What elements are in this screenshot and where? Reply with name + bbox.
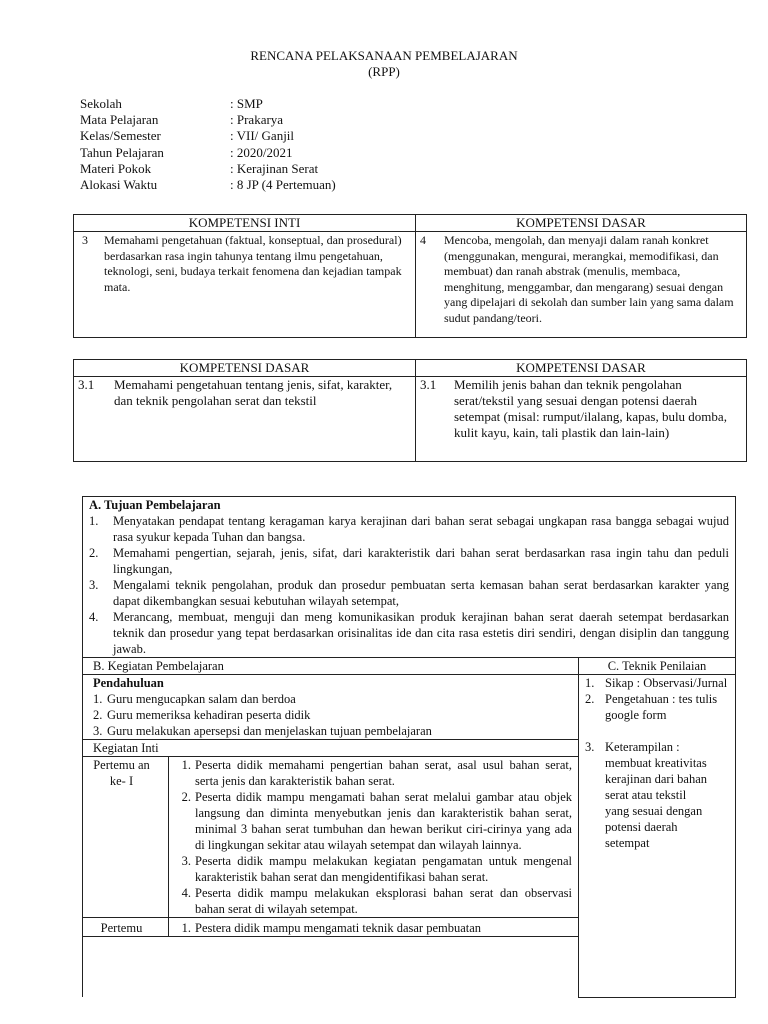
list-number: 1. [89, 514, 99, 528]
kd-left-header: KOMPETENSI DASAR [74, 360, 416, 377]
identity-label: Materi Pokok [80, 160, 152, 176]
list-number: 2. [585, 692, 595, 706]
list-item [585, 691, 731, 723]
pendahuluan-section [83, 675, 579, 740]
kd-left-text: Memahami pengetahuan tentang jenis, sifat, karakter, dan teknik pengolahan serat dan tekstil [114, 377, 393, 408]
list-number: 3. [181, 854, 191, 868]
pertemuan1-label: Pertemu an ke- I [83, 757, 169, 918]
pertemuan2-section [169, 918, 579, 937]
ki-number: 3 [82, 233, 88, 247]
kd-left-number: 3.1 [78, 377, 95, 392]
list-item [169, 885, 572, 917]
kd-right-text: Memilih jenis bahan dan teknik pengolahan serat/tekstil yang sesuai dengan potensi daerah setempat (misal: rumput/ilalang, kapas, bulu domba, kulit kayu, kain, tali plastik dan lain-lain) [454, 377, 727, 440]
document-subtitle: (RPP) [368, 64, 400, 79]
rpp-main-table [82, 496, 736, 998]
identity-row-school [80, 96, 410, 112]
list-text: Keterampilan : membuat kreativitas kerajinan dari bahan serat atau tekstil yang sesuai dengan potensi daerah setempat [605, 740, 708, 850]
list-text: Mengalami teknik pengolahan, produk dan prosedur pembuatan serta kemasan bahan serat berdasarkan karakter yang dapat dikembangkan sesuai kebutuhan wilayah setempat, [113, 578, 729, 608]
tujuan-list [89, 513, 729, 657]
identity-value: : VII/ Ganjil [230, 128, 295, 144]
identity-row-time [80, 177, 410, 193]
kegiatan-heading: B. Kegiatan Pembelajaran [83, 658, 579, 675]
list-number: 2. [89, 546, 99, 560]
ki-header: KOMPETENSI INTI [74, 215, 416, 232]
list-item [93, 691, 568, 707]
pendahuluan-list [93, 691, 568, 739]
penilaian-section [579, 675, 736, 998]
list-number: 1. [93, 692, 103, 706]
identity-row-topic [80, 161, 410, 177]
penilaian-list [585, 675, 731, 851]
list-number: 1. [181, 758, 191, 772]
inti-heading: Kegiatan Inti [83, 740, 579, 757]
penilaian-heading: C. Teknik Penilaian [579, 658, 736, 675]
list-item [169, 853, 572, 885]
list-item [169, 757, 572, 789]
list-number: 4. [181, 886, 191, 900]
kd-number: 4 [420, 233, 426, 247]
list-number: 1. [585, 676, 595, 690]
identity-row-subject [80, 112, 410, 128]
kompetensi-dasar-table [73, 359, 747, 462]
list-item [89, 577, 729, 609]
tujuan-heading: A. Tujuan Pembelajaran [89, 498, 221, 512]
list-item [89, 545, 729, 577]
pertemuan2-list [169, 920, 572, 936]
list-number: 3. [89, 578, 99, 592]
list-text: Pengetahuan : tes tulis google form [605, 692, 718, 722]
kd-header: KOMPETENSI DASAR [416, 215, 747, 232]
identity-label: Kelas/Semester [80, 128, 161, 144]
list-text: Merancang, membuat, menguji dan meng komunikasikan produk kerajinan bahan serat daerah setempat berdasarkan teknik dan prosedur yang tepat berdasarkan orisinalitas ide dan cita rasa estetis diri sendiri, dengan disiplin dan tanggung jawab. [113, 610, 729, 656]
kd-right-number: 3.1 [420, 377, 437, 392]
identity-label: Alokasi Waktu [80, 176, 158, 192]
list-text: Pestera didik mampu mengamati teknik dasar pembuatan [195, 921, 482, 935]
pertemuan2-label: Pertemu [83, 918, 169, 937]
identity-value: : 2020/2021 [230, 144, 293, 160]
identity-row-year [80, 145, 410, 161]
list-item [169, 920, 572, 936]
list-text: Peserta didik mampu mengamati bahan serat melalui gambar atau objek langsung dan diminta menyebutkan jenis dan karakteristik bahan serat, minimal 3 bahan serat tumbuhan dan hewan berikut ciri-cirinya yang ada di lingkungan sekitar atau wilayah setempat dan wilayah lainnya. [195, 790, 572, 852]
pertemuan1-list [169, 757, 572, 917]
list-item [585, 675, 731, 691]
list-number: 1. [181, 921, 191, 935]
identity-value: : SMP [230, 96, 263, 111]
identity-label: Tahun Pelajaran [80, 144, 164, 160]
list-text: Menyatakan pendapat tentang keragaman karya kerajinan dari bahan serat sebagai ungkapan rasa bangga sebagai wujud rasa syukur kepada Tuhan dan bangsa. [113, 514, 729, 544]
list-item [93, 723, 568, 739]
pendahuluan-heading: Pendahuluan [93, 676, 164, 690]
kd-left-cell [74, 377, 416, 462]
kd-cell [416, 232, 747, 338]
list-number: 2. [93, 708, 103, 722]
list-text: Peserta didik mampu melakukan kegiatan pengamatan untuk mengenal karakteristik bahan serat dan mengidentifikasi bahan serat. [195, 854, 572, 884]
identity-label: Mata Pelajaran [80, 112, 159, 128]
kd-right-cell [416, 377, 747, 462]
identity-label: Sekolah [80, 96, 122, 111]
ki-cell [74, 232, 416, 338]
list-item [89, 513, 729, 545]
list-number: 3. [93, 724, 103, 738]
list-item [89, 609, 729, 657]
list-number: 4. [89, 610, 99, 624]
list-text: Guru memeriksa kehadiran peserta didik [107, 708, 311, 722]
list-text: Guru mengucapkan salam dan berdoa [107, 692, 296, 706]
ki-text: Memahami pengetahuan (faktual, konseptual, dan prosedural) berdasarkan rasa ingin tahunya tentang ilmu pengetahuan, teknologi, seni, budaya terkait fenomena dan kejadian tampak mata. [104, 233, 402, 294]
document-title: RENCANA PELAKSANAAN PEMBELAJARAN [250, 48, 518, 63]
kompetensi-inti-table [73, 214, 747, 338]
list-text: Memahami pengertian, sejarah, jenis, sifat, dari karakteristik dari bahan serat berdasarkan rasa ingin tahu dan peduli lingkungan, [113, 546, 729, 576]
kd-right-header: KOMPETENSI DASAR [416, 360, 747, 377]
list-text: Peserta didik memahami pengertian bahan serat, asal usul bahan serat, serta jenis dan karakteristik bahan serat. [195, 758, 572, 788]
list-number: 3. [585, 740, 595, 754]
list-item [93, 707, 568, 723]
tujuan-section [83, 497, 736, 658]
identity-value: : Kerajinan Serat [230, 160, 319, 176]
list-item [585, 739, 731, 851]
identity-value: : 8 JP (4 Pertemuan) [230, 176, 336, 192]
list-text: Sikap : Observasi/Jurnal [605, 676, 728, 690]
pertemuan1-section [169, 757, 579, 918]
list-item [169, 789, 572, 853]
identity-table [80, 96, 410, 193]
identity-value: : Prakarya [230, 112, 284, 128]
list-number: 2. [181, 790, 191, 804]
table-continuation [83, 937, 579, 998]
list-text: Guru melakukan apersepsi dan menjelaskan tujuan pembelajaran [107, 724, 432, 738]
list-text: Peserta didik mampu melakukan eksplorasi bahan serat dan observasi bahan serat di wilayah setempat. [195, 886, 572, 916]
identity-row-class [80, 128, 410, 144]
kd-text: Mencoba, mengolah, dan menyaji dalam ranah konkret (menggunakan, mengurai, merangkai, memodifikasi, dan membuat) dan ranah abstrak (menulis, membaca, menghitung, menggambar, dan mengarang) sesuai dengan yang dipelajari di sekolah dan sumber lain yang sama dalam sudut pandang/teori. [444, 233, 734, 325]
